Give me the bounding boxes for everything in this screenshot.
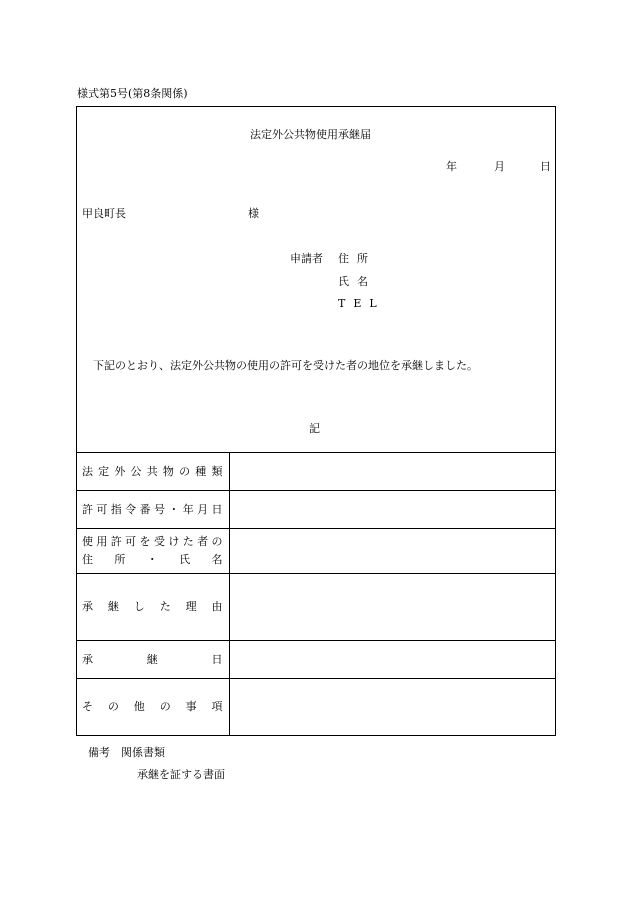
row-value-field[interactable] — [229, 453, 556, 491]
table-row — [76, 574, 556, 641]
name-label: 氏名 — [338, 275, 376, 288]
row-label-line: 住所・氏名 — [82, 553, 223, 566]
table-row — [76, 641, 556, 679]
row-label — [76, 679, 229, 736]
row-value-field[interactable] — [229, 529, 556, 574]
row-label-line: 使用許可を受けた者の — [82, 535, 223, 548]
honorific: 様 — [248, 207, 259, 220]
address-label: 住所 — [338, 252, 376, 265]
remarks-item: 承継を証する書面 — [137, 768, 225, 781]
date-day-label: 日 — [540, 160, 551, 173]
row-label — [76, 453, 229, 491]
tel-label: TEL — [338, 297, 385, 310]
row-label — [76, 641, 229, 679]
note-mark: 記 — [309, 422, 320, 435]
detail-table — [76, 452, 556, 736]
addressee: 甲良町長 — [82, 207, 126, 220]
form-number: 様式第5号(第8条関係) — [77, 87, 188, 100]
row-value-field[interactable] — [229, 491, 556, 529]
form-title: 法定外公共物使用承継届 — [250, 128, 371, 141]
applicant-label: 申請者 — [290, 252, 323, 265]
row-value-field[interactable] — [229, 574, 556, 641]
table-row — [76, 679, 556, 736]
row-label-line: 承継した理由 — [82, 600, 223, 613]
row-label-line: 承継日 — [82, 652, 223, 666]
table-row — [76, 491, 556, 529]
statement-text: 下記のとおり、法定外公共物の使用の許可を受けた者の地位を承継しました。 — [93, 359, 478, 372]
date-year-label: 年 — [446, 160, 457, 173]
row-label — [76, 491, 229, 529]
remarks-label: 備考 関係書類 — [88, 746, 165, 759]
row-value-field[interactable] — [229, 679, 556, 736]
date-month-label: 月 — [494, 160, 505, 173]
table-row — [76, 529, 556, 574]
row-value-field[interactable] — [229, 641, 556, 679]
row-label-line: 法定外公共物の種類 — [82, 464, 223, 478]
row-label-line: その他の事項 — [82, 700, 223, 714]
row-label-line: 許可指令番号・年月日 — [82, 502, 223, 516]
row-label — [76, 529, 229, 574]
table-row — [76, 453, 556, 491]
row-label — [76, 574, 229, 641]
